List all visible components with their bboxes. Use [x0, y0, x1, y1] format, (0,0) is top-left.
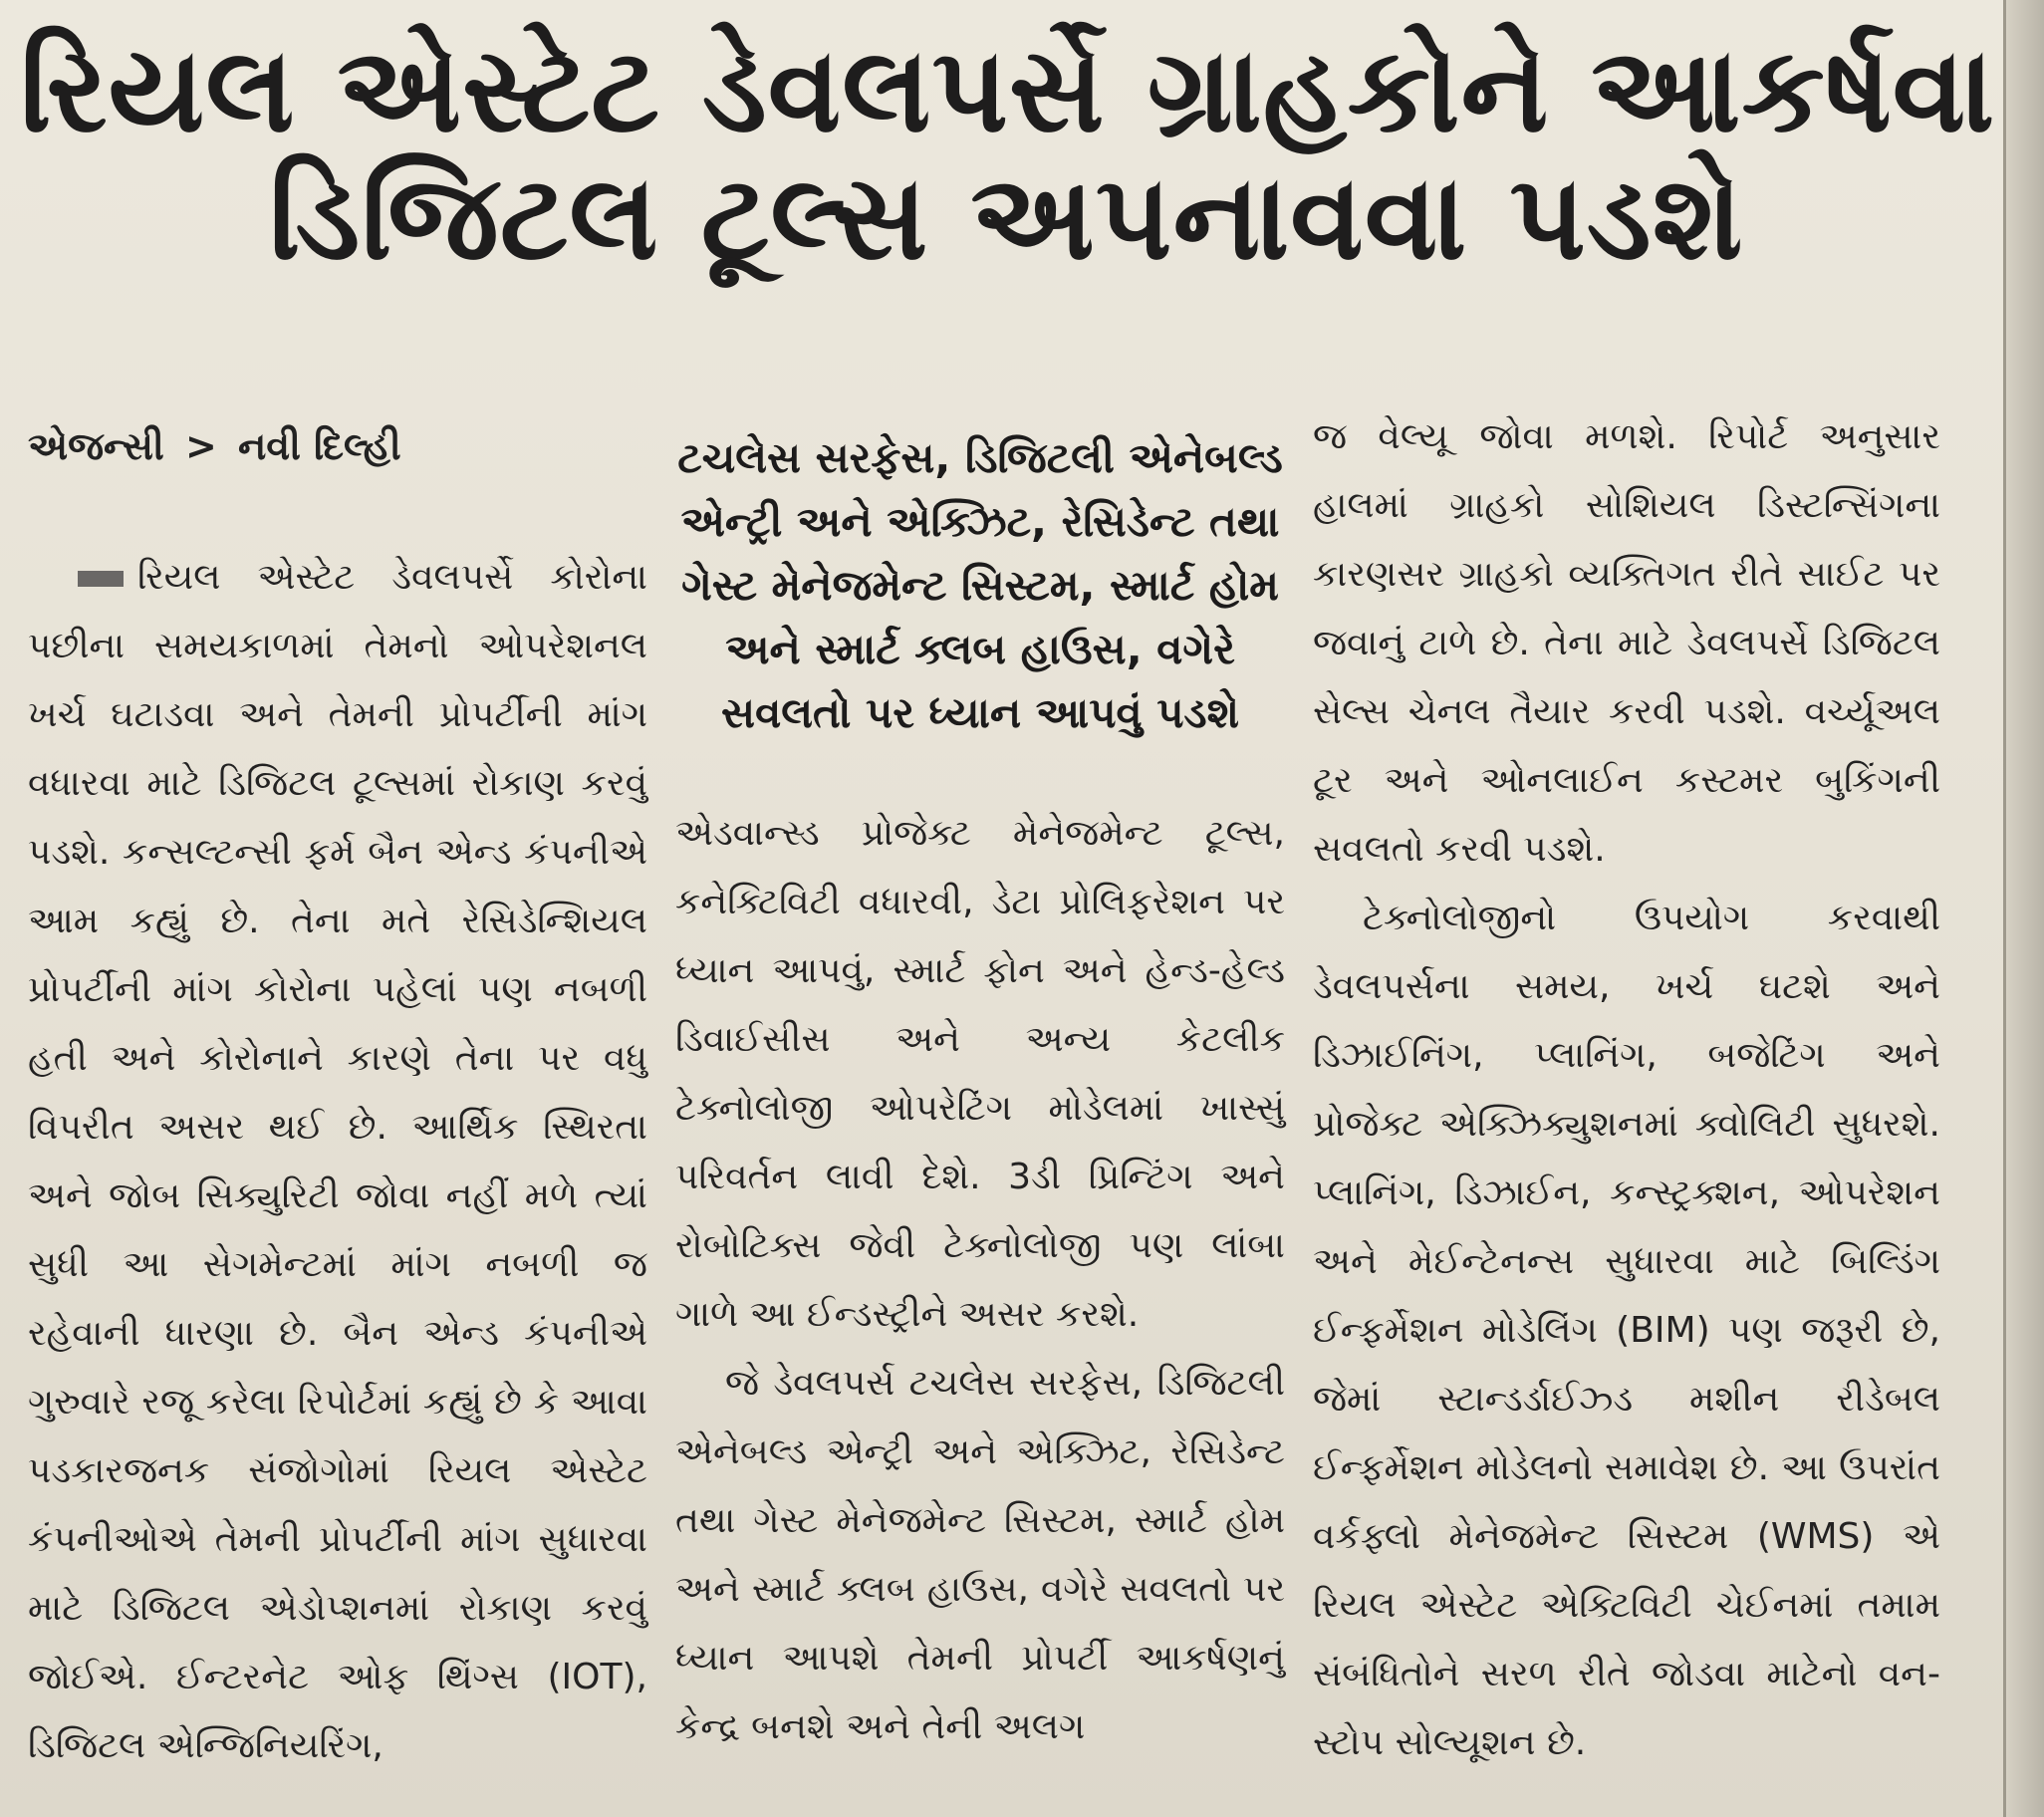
- headline-line-2: ડિજિટલ ટૂલ્સ અપનાવવા પડશે: [269, 148, 1744, 287]
- article-paragraph-5: ટેક્નોલોજીનો ઉપયોગ કરવાથી ડેવલપર્સના સમય, ખર્ચ ઘટશે અને ડિઝાઈનિંગ, પ્લાનિંગ, બજેટિંગ અને પ્રોજેક્ટ એક્ઝિક્યુશનમાં ક્વોલિટી સુધરશે. પ્લાનિંગ, ડિઝાઈન, કન્સ્ટ્રક્શન, ઓપરેશન અને મેઈન્ટેનન્સ સુધારવા માટે બિલ્ડિંગ ઈન્ફર્મેશન મોડેલિંગ (BIM) પણ જરૂરી છે, જેમાં સ્ટાન્ડર્ડાઈઝ્ડ મશીન રીડેબલ ઈન્ફર્મેશન મોડેલનો સમાવેશ છે. આ ઉપરાંત વર્કફ્લો મેનેજમેન્ટ સિસ્ટમ (WMS) એ રિયલ એસ્ટેટ એક્ટિવિટી ચેઈનમાં તમામ સંબંધિતોને સરળ રીતે જોડવા માટેનો વન-સ્ટોપ સોલ્યૂશન છે.: [1313, 898, 1940, 1763]
- byline-separator: >: [184, 424, 217, 468]
- article-column-1: [28, 543, 647, 1780]
- adjacent-page-edge: [2003, 0, 2044, 1817]
- pull-quote: ટચલેસ સરફેસ, ડિજિટલી એનેબલ્ડ એન્ટ્રી અને એક્ઝિટ, રેસિડેન્ટ તથા ગેસ્ટ મેનેજમેન્ટ સિસ્ટમ, સ્માર્ટ હોમ અને સ્માર્ટ ક્લબ હાઉસ, વગેરે સવલતો પર ધ્યાન આપવું પડશે: [677, 433, 1283, 737]
- headline: [20, 21, 1996, 287]
- byline-location: નવી દિલ્હી: [238, 424, 401, 468]
- article-paragraph-4: જ વેલ્યૂ જોવા મળશે. રિપોર્ટ અનુસાર હાલમાં ગ્રાહકો સોશિયલ ડિસ્ટન્સિંગના કારણસર ગ્રાહકો વ્યક્તિગત રીતે સાઈટ પર જવાનું ટાળે છે. તેના માટે ડેવલપર્સે ડિજિટલ સેલ્સ ચેનલ તૈયાર કરવી પડશે. વર્ચ્યૂઅલ ટૂર અને ઓનલાઈન કસ્ટમર બુકિંગની સવલતો કરવી પડશે.: [1313, 416, 1940, 870]
- headline-line-1: રિયલ એસ્ટેટ ડેવલપર્સે ગ્રાહકોને આકર્ષવા: [20, 21, 1996, 158]
- article-column-3: [1313, 402, 1940, 1777]
- byline-agency: એજન્સી: [28, 424, 164, 468]
- article-paragraph-1: રિયલ એસ્ટેટ ડેવલપર્સે કોરોના પછીના સમયકાળમાં તેમનો ઓપરેશનલ ખર્ચ ઘટાડવા અને તેમની પ્રોપર્ટીની માંગ વધારવા માટે ડિજિટલ ટૂલ્સમાં રોકાણ કરવું પડશે. કન્સલ્ટન્સી ફર્મ બૈન એન્ડ કંપનીએ આમ કહ્યું છે. તેના મતે રેસિડેન્શિયલ પ્રોપર્ટીની માંગ કોરોના પહેલાં પણ નબળી હતી અને કોરોનાને કારણે તેના પર વધુ વિપરીત અસર થઈ છે. આર્થિક સ્થિરતા અને જોબ સિક્યુરિટી જોવા નહીં મળે ત્યાં સુધી આ સેગમેન્ટમાં માંગ નબળી જ રહેવાની ધારણા છે. બૈન એન્ડ કંપનીએ ગુરુવારે રજૂ કરેલા રિપોર્ટમાં કહ્યું છે કે આવા પડકારજનક સંજોગોમાં રિયલ એસ્ટેટ કંપનીઓએ તેમની પ્રોપર્ટીની માંગ સુધારવા માટે ડિજિટલ એડોપ્શનમાં રોકાણ કરવું જોઈએ. ઈન્ટરનેટ ઓફ થિંગ્સ (IOT), ડિજિટલ એન્જિનિયરિંગ,: [28, 557, 647, 1766]
- article-paragraph-2: એડવાન્સ્ડ પ્રોજેક્ટ મેનેજમેન્ટ ટૂલ્સ, કનેક્ટિવિટી વધારવી, ડેટા પ્રોલિફરેશન પર ધ્યાન આપવું, સ્માર્ટ ફોન અને હેન્ડ-હેલ્ડ ડિવાઈસીસ અને અન્ય કેટલીક ટેક્નોલોજી ઓપરેટિંગ મોડેલમાં ખાસ્સું પરિવર્તન લાવી દેશે. 3ડી પ્રિન્ટિંગ અને રોબોટિક્સ જેવી ટેક્નોલોજી પણ લાંબા ગાળે આ ઈન્ડસ્ટ્રીને અસર કરશે.: [675, 813, 1285, 1335]
- article-paragraph-3: જે ડેવલપર્સ ટચલેસ સરફેસ, ડિજિટલી એનેબલ્ડ એન્ટ્રી અને એક્ઝિટ, રેસિડેન્ટ તથા ગેસ્ટ મેનેજમેન્ટ સિસ્ટમ, સ્માર્ટ હોમ અને સ્માર્ટ ક્લબ હાઉસ, વગેરે સવલતો પર ધ્યાન આપશે તેમની પ્રોપર્ટી આકર્ષણનું કેન્દ્ર બનશે અને તેની અલગ: [675, 1363, 1285, 1747]
- byline: [28, 424, 401, 469]
- article-column-2: [675, 799, 1285, 1761]
- paragraph-bullet-icon: [78, 571, 124, 587]
